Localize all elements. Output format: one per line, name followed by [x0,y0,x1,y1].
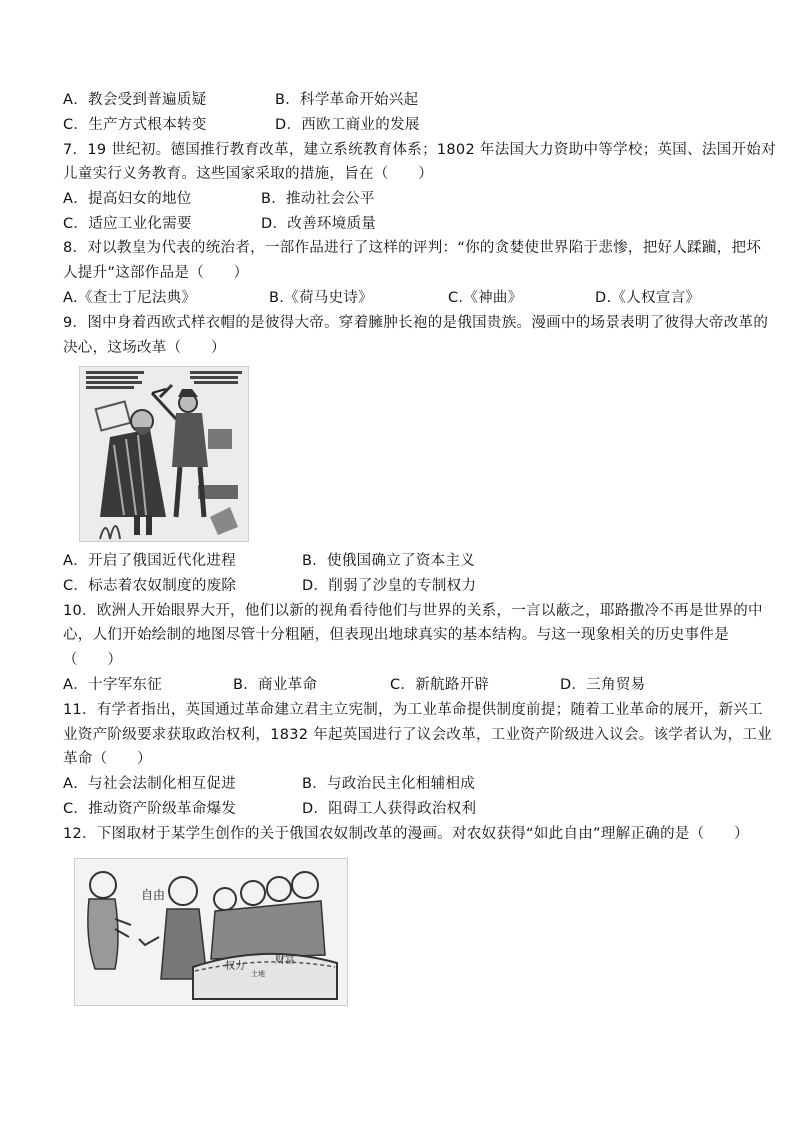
q11-stem-line2: 业资产阶级要求获取政治权利，1832 年起英国进行了议会改革，工业资产阶级进入议会。该学者认为，工业 [63,727,773,743]
q11-option-c[interactable]: C．推动资产阶级革命爆发 [63,801,237,817]
q8-stem-line2: 人提升”这部作品是（ ） [63,265,249,281]
q9-stem-line1: 9．图中身着西欧式样衣帽的是彼得大帝。穿着臃肿长袍的是俄国贵族。漫画中的场景表明了彼得大帝改革的 [63,315,769,331]
q6-option-b[interactable]: B．科学革命开始兴起 [275,92,419,108]
q11-option-a[interactable]: A．与社会法制化相互促进 [63,776,237,792]
q9-option-d[interactable]: D．削弱了沙皇的专制权力 [302,578,477,594]
q7-stem-line2: 儿童实行义务教育。这些国家采取的措施，旨在（ ） [63,166,433,182]
q12-stem-line1: 12．下图取材于某学生创作的关于俄国农奴制改革的漫画。对农奴获得“如此自由”理解正确的是（ ） [63,826,749,842]
q7-option-b[interactable]: B．推动社会公平 [261,191,375,207]
q9-stem-line2: 决心，这场改革（ ） [63,340,226,356]
q10-option-b[interactable]: B．商业革命 [233,677,318,693]
q6-option-c[interactable]: C．生产方式根本转变 [63,117,207,133]
q7-option-a[interactable]: A．提高妇女的地位 [63,191,192,207]
q10-stem-line1: 10．欧洲人开始眼界大开，他们以新的视角看待他们与世界的关系，一言以蔽之，耶路撒冷不再是世界的中 [63,603,763,619]
q8-stem-line1: 8．对以教皇为代表的统治者，一部作品进行了这样的评判：“你的贪婪使世界陷于悲惨，把好人蹂躏，把坏 [63,240,762,256]
q8-option-c[interactable]: C.《神曲》 [448,290,523,306]
label-land: 土地 [251,970,265,978]
q10-option-c[interactable]: C．新航路开辟 [390,677,490,693]
q8-option-b[interactable]: B.《荷马史诗》 [269,290,373,306]
q9-option-a[interactable]: A．开启了俄国近代化进程 [63,553,237,569]
q11-option-b[interactable]: B．与政治民主化相辅相成 [302,776,476,792]
woodcut-illustration [80,367,248,541]
q7-option-c[interactable]: C．适应工业化需要 [63,216,192,232]
label-freedom: 自由 [141,888,166,902]
label-wealth: 财富 [275,955,295,966]
peter-the-great-cartoon [79,366,249,542]
q6-option-d[interactable]: D．西欧工商业的发展 [275,117,420,133]
q9-option-b[interactable]: B．使俄国确立了资本主义 [302,553,476,569]
q10-stem-line3: （ ） [63,652,123,668]
serf-reform-cartoon [74,858,348,1006]
q10-stem-line2: 心，人们开始绘制的地图尽管十分粗陋，但表现出地球真实的基本结构。与这一现象相关的历史事件是 [63,627,729,643]
q10-option-d[interactable]: D．三角贸易 [560,677,646,693]
q7-option-d[interactable]: D．改善环境质量 [261,216,377,232]
q11-stem-line3: 革命（ ） [63,751,152,767]
q11-option-d[interactable]: D．阻碍工人获得政治权利 [302,801,477,817]
q7-stem-line1: 7．19 世纪初。德国推行教育改革，建立系统教育体系；1802 年法国大力资助中等学校；英国、法国开始对 [63,142,776,158]
q8-option-a[interactable]: A.《查士丁尼法典》 [63,290,197,306]
label-power: 权力 [225,961,245,972]
q9-option-c[interactable]: C．标志着农奴制度的废除 [63,578,237,594]
cartoon-illustration [75,859,347,1005]
q10-option-a[interactable]: A．十字军东征 [63,677,163,693]
q8-option-d[interactable]: D.《人权宣言》 [595,290,701,306]
q6-option-a[interactable]: A．教会受到普遍质疑 [63,92,207,108]
q11-stem-line1: 11．有学者指出，英国通过革命建立君主立宪制，为工业革命提供制度前提；随着工业革命的展开，新兴工 [63,702,763,718]
